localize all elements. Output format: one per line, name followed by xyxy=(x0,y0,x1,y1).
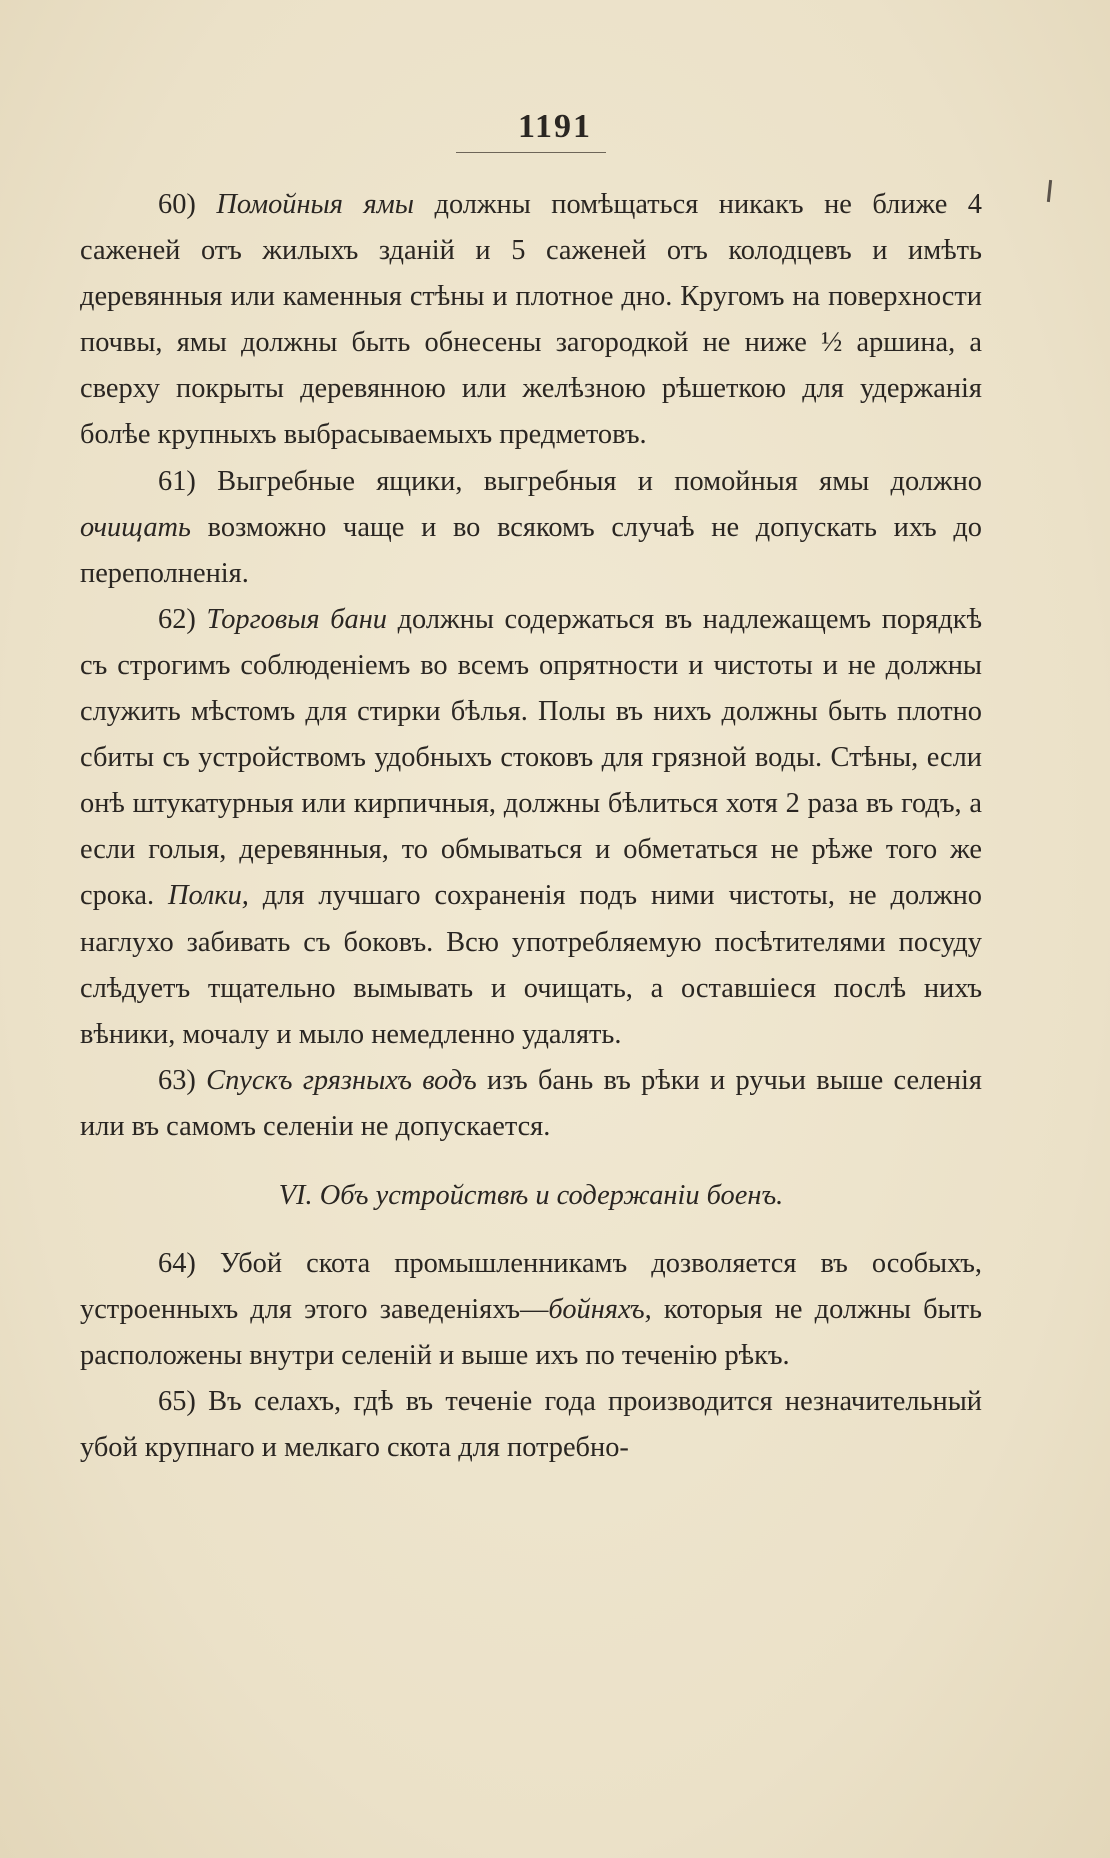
page-number-rule xyxy=(456,152,606,153)
section-heading: VI. Объ устройствѣ и содержаніи боенъ. xyxy=(278,1179,784,1211)
paragraph-64: 64) Убой скота промышленникамъ дозволяется въ особыхъ, устроенныхъ для этого заведеніяхъ—бойняхъ, которыя не должны быть расположены внутри селеній и выше ихъ по теченію рѣкъ. xyxy=(80,1248,982,1372)
paragraph-60: 60) Помойныя ямы должны помѣщаться никакъ не ближе 4 саженей отъ жилыхъ зданій и 5 саженей отъ колодцевъ и имѣть деревянныя или каменныя стѣны и плотное дно. Кругомъ на поверхности почвы, ямы должны быть обнесены загородкой не ниже ½ аршина, а сверху покрыты деревянною или желѣзною рѣшеткою для удержанія болѣе крупныхъ выбрасываемыхъ предметовъ. xyxy=(80,189,982,451)
margin-mark xyxy=(1047,180,1052,202)
term-spusk-vod: Спускъ грязныхъ водъ xyxy=(206,1064,477,1096)
term-polki: Полки, xyxy=(167,880,249,912)
paragraph-61: 61) Выгребные ящики, выгребныя и помойныя ямы должно очищать возможно чаще и во всякомъ случаѣ не допускать ихъ до переполненія. xyxy=(80,465,982,589)
paragraph-63: 63) Спускъ грязныхъ водъ изъ бань въ рѣки и ручьи выше селенія или въ самомъ селеніи не допускается. xyxy=(80,1064,982,1142)
term-ochishchat: очищать xyxy=(80,511,191,543)
term-torgovye-bani: Торговыя бани xyxy=(206,603,387,635)
page-content xyxy=(80,182,982,1472)
term-boinyakh: бойняхъ, xyxy=(548,1294,652,1326)
paragraph-65: 65) Въ селахъ, гдѣ въ теченіе года производится незначительный убой крупнаго и мелкаго скота для потребно- xyxy=(80,1386,982,1464)
paragraph-62: 62) Торговыя бани должны содержаться въ надлежащемъ порядкѣ съ строгимъ соблюденіемъ во всемъ опрятности и чистоты и не должны служить мѣстомъ для стирки бѣлья. Полы въ нихъ должны быть плотно сбиты съ устройствомъ удобныхъ стоковъ для грязной воды. Стѣны, если онѣ штукатурныя или кирпичныя, должны бѣлиться хотя 2 раза въ годъ, а если голыя, деревянныя, то обмываться и обметаться не рѣже того же срока. Полки, для лучшаго сохраненія подъ ними чистоты, не должно наглухо забивать съ боковъ. Всю употребляемую посѣтителями посуду слѣдуетъ тщательно вымывать и очищать, а оставшіеся послѣ нихъ вѣники, мочалу и мыло немедленно удалять. xyxy=(80,603,983,1050)
page-number: 1191 xyxy=(517,108,593,145)
term-pomoinye-yamy: Помойныя ямы xyxy=(216,189,415,220)
